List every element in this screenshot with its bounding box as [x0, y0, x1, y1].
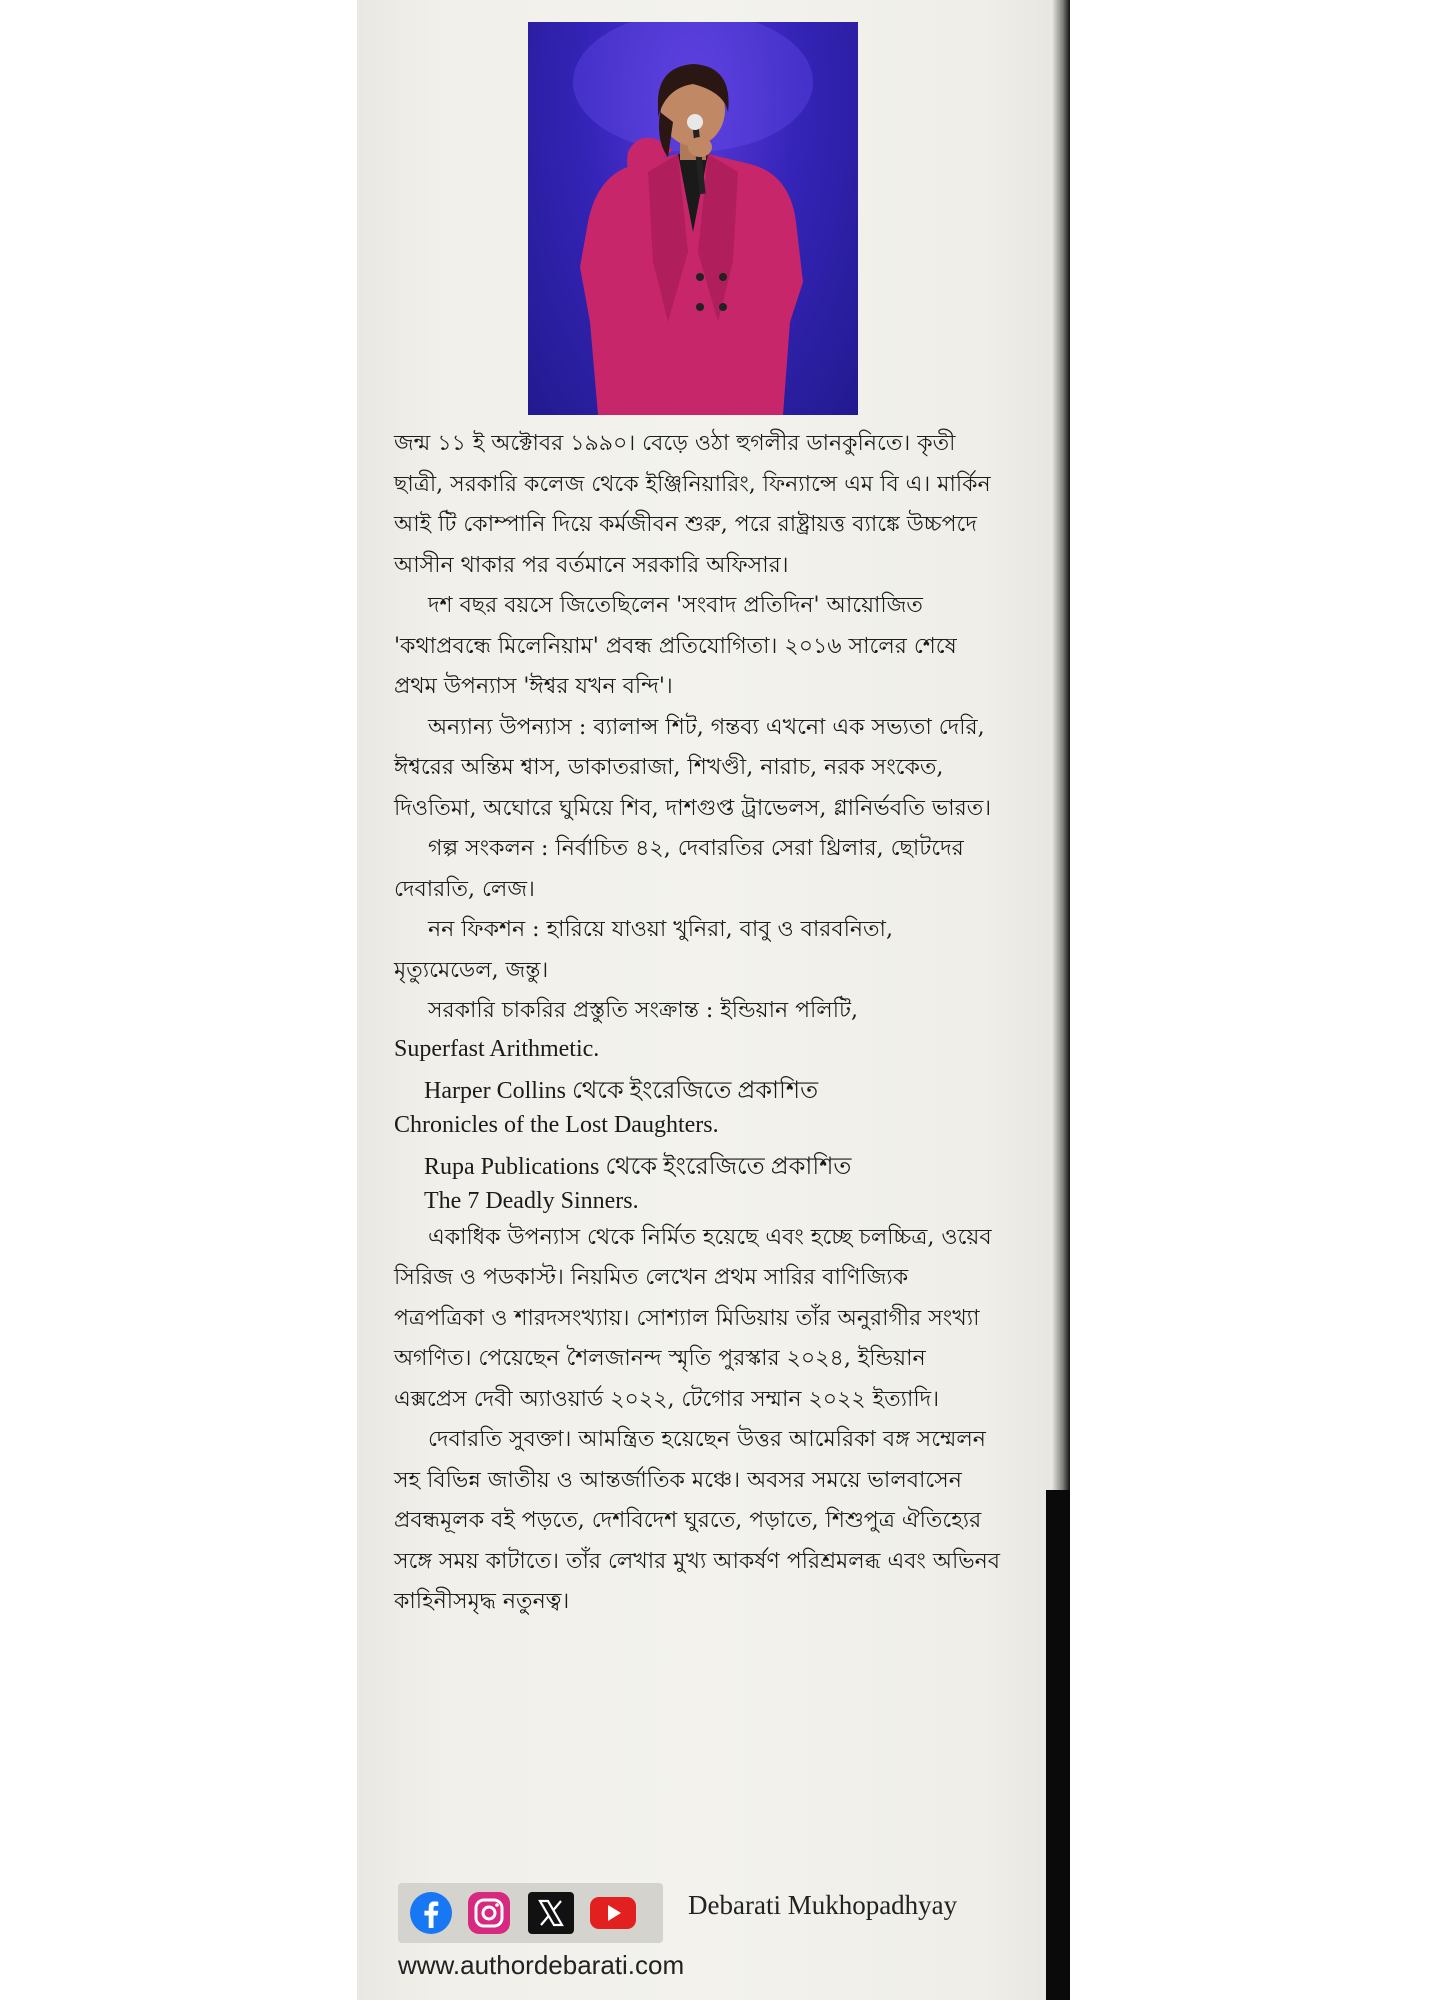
youtube-icon[interactable] — [588, 1890, 638, 1936]
facebook-icon[interactable] — [406, 1890, 456, 1936]
website-link[interactable]: www.authordebarati.com — [398, 1950, 685, 1980]
bio-line-chronicles: Chronicles of the Lost Daughters. — [394, 1111, 719, 1138]
bio-paragraph-nonfiction: নন ফিকশন : হারিয়ে যাওয়া খুনিরা, বাবু ও বারবনিতা, মৃত্যুমেডেল, জন্তু। — [394, 917, 893, 983]
author-name: Debarati Mukhopadhyay — [688, 1890, 958, 1920]
bio-paragraph-stories: গল্প সংকলন : নির্বাচিত ৪২, দেবারতির সেরা থ্রিলার, ছোটদের দেবারতি, লেজ। — [394, 836, 964, 902]
x-icon[interactable] — [526, 1890, 576, 1936]
bio-paragraph-govt-prep: সরকারি চাকরির প্রস্তুতি সংক্রান্ত : ইন্ডিয়ান পলিটি, — [428, 998, 858, 1023]
author-photo — [528, 22, 858, 415]
bio-line-harper: Harper Collins থেকে ইংরেজিতে প্রকাশিত — [424, 1077, 819, 1104]
page-shadow-dark — [1046, 1490, 1070, 2000]
bio-paragraph-award: দশ বছর বয়সে জিতেছিলেন 'সংবাদ প্রতিদিন' আয়োজিত 'কথাপ্রবন্ধে মিলেনিয়াম' প্রবন্ধ প্রতিযোগিতা। ২০১৬ সালের শেষে প্রথম উপন্যাস 'ঈশ্বর যখন বন্দি'। — [394, 593, 957, 699]
bio-line-rupa: Rupa Publications থেকে ইংরেজিতে প্রকাশিত — [424, 1153, 852, 1180]
author-biography — [394, 424, 1004, 1623]
bio-paragraph-novels: অন্যান্য উপন্যাস : ব্যালান্স শিট, গন্তব্য এখনো এক সভ্যতা দেরি, ঈশ্বরের অন্তিম শ্বাস, ডাকাতরাজা, শিখণ্ডী, নারাচ, নরক সংকেত, দিওতিমা, অঘোরে ঘুমিয়ে শিব, দাশগুপ্ত ট্রাভেলস, গ্লানির্ভবতি ভারত। — [394, 714, 992, 821]
instagram-icon[interactable] — [464, 1890, 514, 1936]
bio-line-superfast: Superfast Arithmetic. — [394, 1035, 600, 1062]
bio-line-sinners: The 7 Deadly Sinners. — [424, 1187, 639, 1214]
bio-paragraph-speaker: দেবারতি সুবক্তা। আমন্ত্রিত হয়েছেন উত্তর আমেরিকা বঙ্গ সম্মেলন সহ বিভিন্ন জাতীয় ও আন্তর্জাতিক মঞ্চে। অবসর সময়ে ভালবাসেন প্রবন্ধমূলক বই পড়তে, দেশবিদেশ ঘুরতে, পড়াতে, শিশুপুত্র ঐতিহ্যের সঙ্গে সময় কাটাতে। তাঁর লেখার মুখ্য আকর্ষণ পরিশ্রমলব্ধ এবং অভিনব কাহিনীসমৃদ্ধ নতুনত্ব। — [394, 1427, 1001, 1614]
social-icons-bar — [398, 1883, 663, 1943]
bio-paragraph-adaptations: একাধিক উপন্যাস থেকে নির্মিত হয়েছে এবং হচ্ছে চলচ্চিত্র, ওয়েব সিরিজ ও পডকাস্ট। নিয়মিত লেখেন প্রথম সারির বাণিজ্যিক পত্রপত্রিকা ও শারদসংখ্যায়। সোশ্যাল মিডিয়ায় তাঁর অনুরাগীর সংখ্যা অগণিত। পেয়েছেন শৈলজানন্দ স্মৃতি পুরস্কার ২০২৪, ইন্ডিয়ান এক্সপ্রেস দেবী অ্যাওয়ার্ড ২০২২, টেগোর সম্মান ২০২২ ইত্যাদি। — [394, 1224, 992, 1412]
bio-paragraph-birth: জন্ম ১১ ই অক্টোবর ১৯৯০। বেড়ে ওঠা হুগলীর ডানকুনিতে। কৃতী ছাত্রী, সরকারি কলেজ থেকে ইঞ্জিনিয়ারিং, ফিন্যান্সে এম বি এ। মার্কিন আই টি কোম্পানি দিয়ে কর্মজীবন শুরু, পরে রাষ্ট্রায়ত্ত ব্যাঙ্কে উচ্চপদে আসীন থাকার পর বর্তমানে সরকারি অফিসার। — [394, 431, 991, 578]
